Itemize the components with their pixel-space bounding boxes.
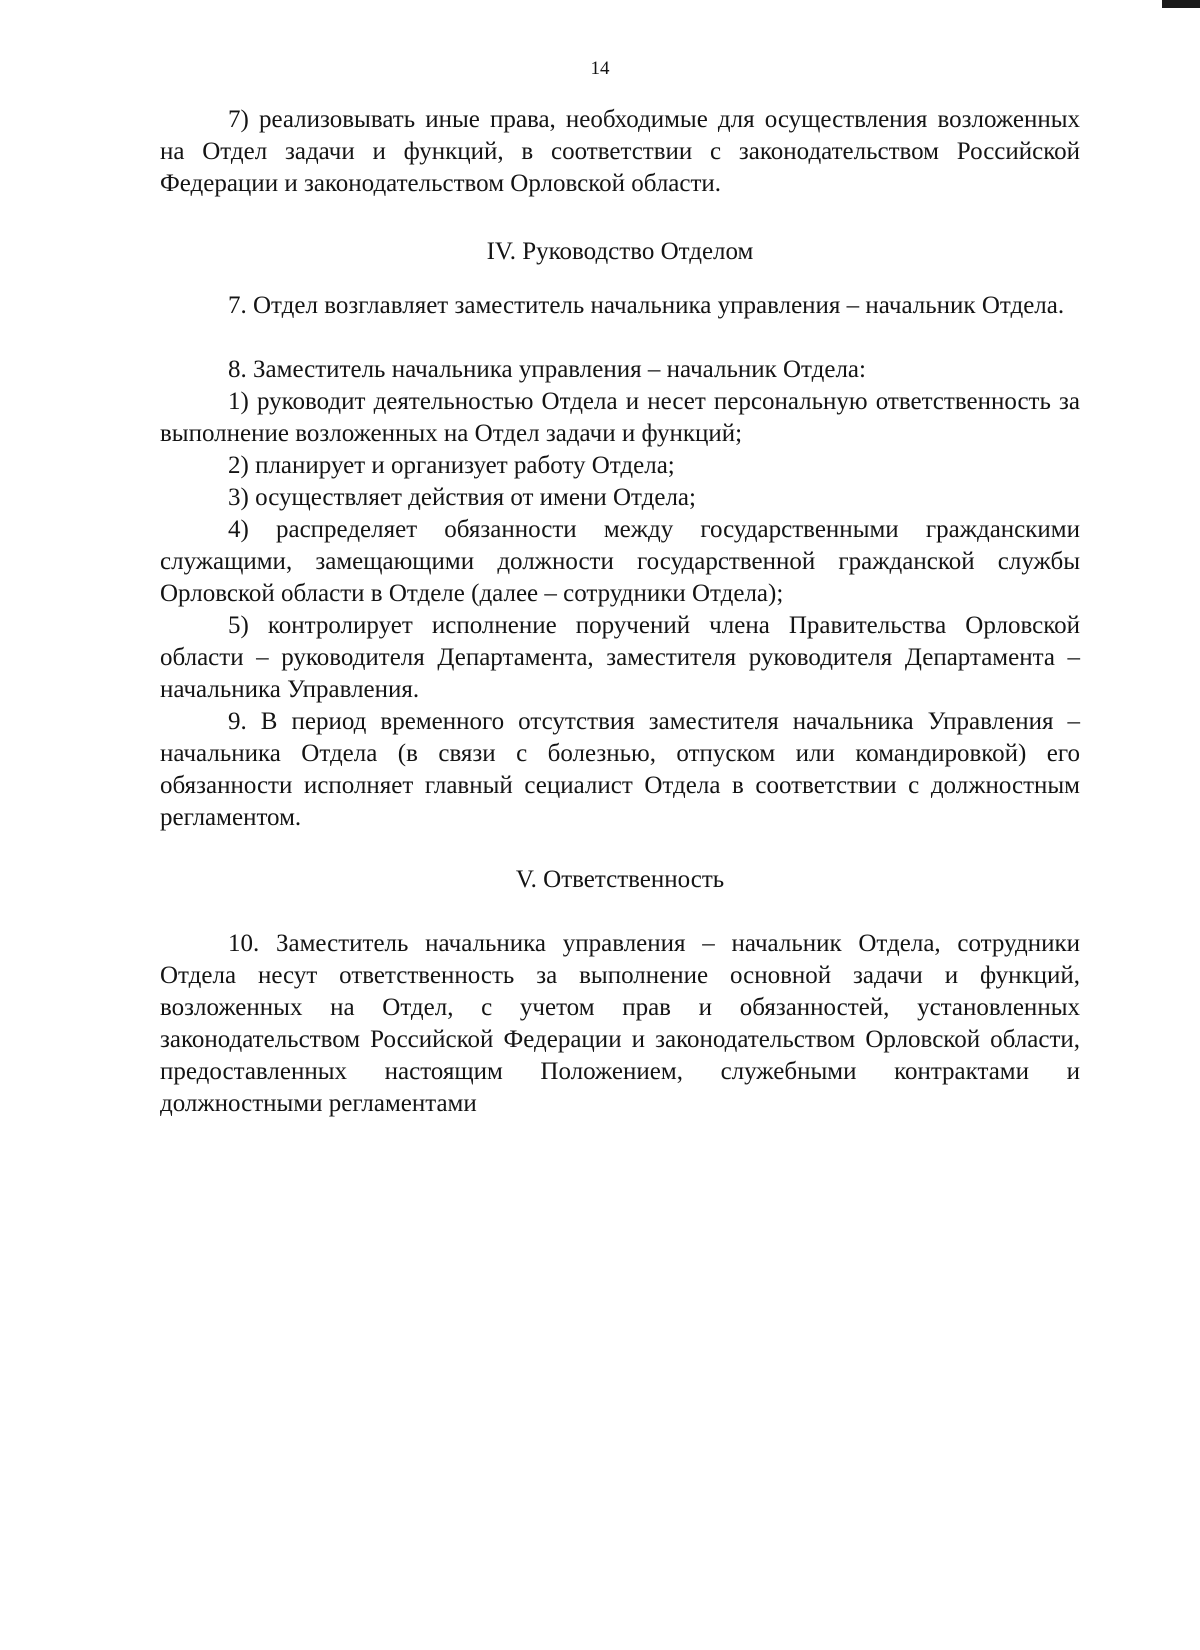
paragraph-8-item-4: 4) распределяет обязанности между государственными гражданскими служащими, замещающими должности государственной гражданской службы Орловской области в Отделе (далее – сотрудники Отдела); xyxy=(160,516,1080,607)
paragraph-10: 10. Заместитель начальника управления – начальник Отдела, сотрудники Отдела несут ответственность за выполнение основной задачи и функций, возложенных на Отдел, с учетом прав и обязанностей, установленных законодательством Российской Федерации и законодательством Орловской области, предоставленных настоящим Положением, служебными контрактами и должностными регламентами xyxy=(160,930,1080,1117)
paragraph-9: 9. В период временного отсутствия заместителя начальника Управления – начальника Отдела (в связи с болезнью, отпуском или командировкой) его обязанности исполняет главный сециалист Отдела в соответствии с должностным регламентом. xyxy=(160,708,1080,831)
paragraph-8-item-1: 1) руководит деятельностью Отдела и несет персональную ответственность за выполнение возложенных на Отдел задачи и функций; xyxy=(160,388,1080,447)
paragraph-8-item-5: 5) контролирует исполнение поручений члена Правительства Орловской области – руководителя Департамента, заместителя руководителя Департамента – начальника Управления. xyxy=(160,612,1080,703)
paragraph-7-head: 7. Отдел возглавляет заместитель начальника управления – начальник Отдела. xyxy=(228,292,1065,319)
paragraph-8-item-2: 2) планирует и организует работу Отдела; xyxy=(228,452,675,479)
section-iv-title: IV. Руководство Отделом xyxy=(486,238,754,265)
page-number: 14 xyxy=(590,58,610,79)
section-v-title: V. Ответственность xyxy=(515,866,725,893)
paragraph-8-item-3: 3) осуществляет действия от имени Отдела; xyxy=(228,484,696,511)
scan-edge-mark xyxy=(1162,0,1200,8)
paragraph-8-intro: 8. Заместитель начальника управления – начальник Отдела: xyxy=(228,356,866,383)
paragraph-7-rights: 7) реализовывать иные права, необходимые для осуществления возложенных на Отдел задачи и функций, в соответствии с законодательством Российской Федерации и законодательством Орловской области. xyxy=(160,106,1080,197)
